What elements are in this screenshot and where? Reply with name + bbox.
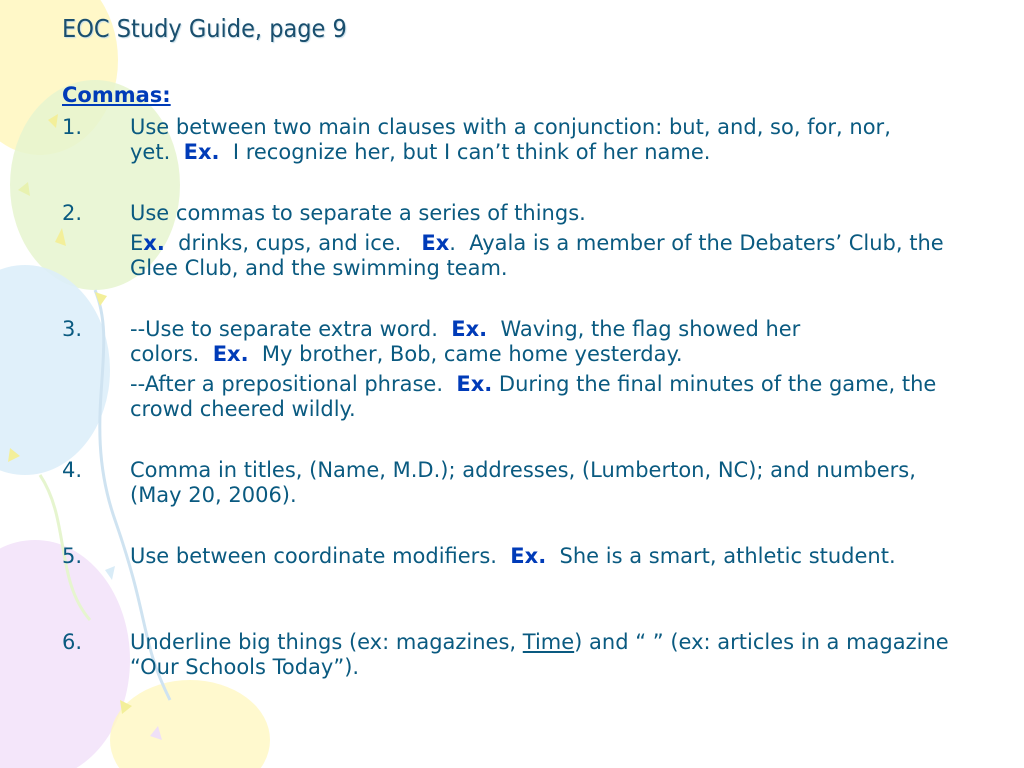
item-text: --Use to separate extra word. Ex. Waving, the flag showed her colors. Ex. My brother, Bob, came home yesterday. [130, 317, 801, 366]
item-text: Ex. drinks, cups, and ice. Ex. Ayala is a member of the Debaters’ Club, the Glee Club, and the swimming team. [130, 231, 944, 280]
yellow-balloon-bottom [110, 680, 270, 768]
example-label: Ex [421, 231, 450, 255]
item-number: 1. [62, 115, 83, 139]
slide-title: EOC Study Guide, page 9 [62, 14, 347, 43]
item-number: 5. [62, 544, 83, 568]
underlined-title: Time [522, 630, 575, 654]
item-number: 4. [62, 458, 83, 482]
item-number: 6. [62, 630, 83, 654]
item-text: Underline big things (ex: magazines, Time) and “ ” (ex: articles in a magazine “Our Schools Today”). [130, 630, 949, 679]
item-number: 3. [62, 317, 83, 341]
example-label: Ex. [451, 317, 488, 341]
section-heading: Commas: [62, 83, 171, 107]
example-label: x. [143, 231, 165, 255]
item-text: Comma in titles, (Name, M.D.); addresses, (Lumberton, NC); and numbers, (May 20, 2006). [130, 458, 916, 507]
blue-balloon [0, 265, 110, 475]
example-label: Ex. [183, 140, 220, 164]
item-text: Use between coordinate modifiers. Ex. She is a smart, athletic student. [130, 544, 896, 568]
item-text: Use between two main clauses with a conjunction: but, and, so, for, nor, yet. Ex. I recognize her, but I can’t think of her name. [130, 115, 891, 164]
item-text: Use commas to separate a series of things. [130, 201, 586, 225]
example-label: Ex. [456, 372, 493, 396]
example-label: Ex. [510, 544, 547, 568]
example-label: Ex. [212, 342, 249, 366]
item-text: --After a prepositional phrase. Ex. During the final minutes of the game, the crowd cheered wildly. [130, 372, 937, 421]
item-number: 2. [62, 201, 83, 225]
